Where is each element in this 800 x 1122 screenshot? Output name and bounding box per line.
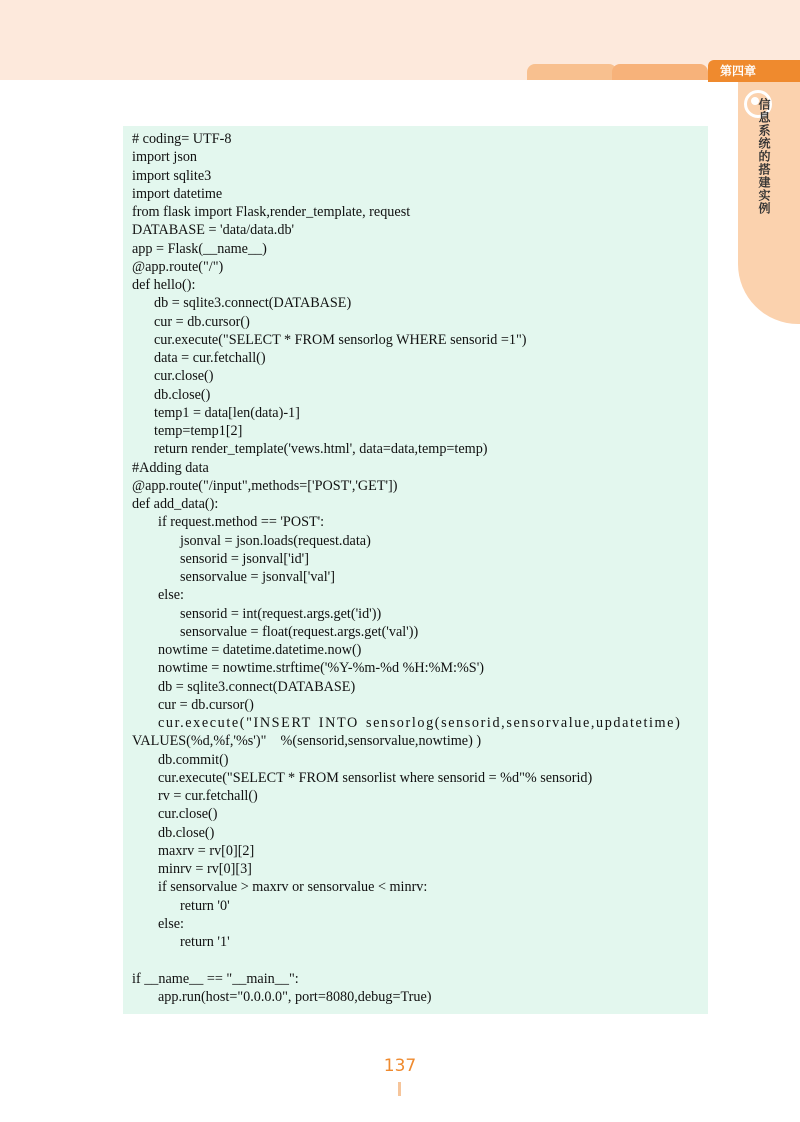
code-line: #Adding data [132,459,209,476]
header-tab-decoration [527,64,617,80]
code-line: jsonval = json.loads(request.data) [180,532,371,549]
code-line: db.close() [158,824,215,841]
code-line: nowtime = datetime.datetime.now() [158,642,362,658]
code-line: if sensorvalue > maxrv or sensorvalue < minrv: [158,879,428,896]
code-line: @app.route("/") [132,258,224,275]
code-line: sensorid = int(request.args.get('id')) [180,605,382,622]
code-line: db.close() [154,386,211,403]
code-line: cur.execute("INSERT INTO sensorlog(sensorid,sensorvalue,updatetime) [158,715,682,731]
page-number-tick [398,1082,401,1096]
code-line: VALUES(%d,%f,'%s')" %(sensorid,sensorvalue,nowtime) ) [132,733,482,750]
code-line: else: [158,915,184,932]
code-line: temp1 = data[len(data)-1] [154,404,300,421]
code-line: rv = cur.fetchall() [158,788,258,804]
code-line: return render_template('vews.html', data=data,temp=temp) [154,441,488,458]
code-line: sensorid = jsonval['id'] [180,550,309,567]
header-tab-decoration [612,64,708,80]
side-chapter-title: 信息系统的搭建实例 [757,98,771,215]
code-line: return '0' [180,897,230,914]
code-line: sensorvalue = float(request.args.get('val')) [180,623,419,640]
code-line: cur = db.cursor() [158,696,254,713]
code-line [132,951,700,969]
code-line: import sqlite3 [132,167,212,184]
code-line: else: [158,587,184,604]
code-line: @app.route("/input",methods=['POST','GET']) [132,477,398,494]
code-line: data = cur.fetchall() [154,350,266,366]
code-line: import json [132,149,198,166]
code-line: db.commit() [158,751,229,768]
code-line: app.run(host="0.0.0.0", port=8080,debug=True) [158,988,432,1005]
code-line: def add_data(): [132,496,219,512]
code-line: return '1' [180,934,230,950]
code-line: temp=temp1[2] [154,423,243,439]
code-line: cur = db.cursor() [154,313,250,330]
code-line: # coding= UTF-8 [132,131,232,147]
code-line: cur.execute("SELECT * FROM sensorlist where sensorid = %d"% sensorid) [158,769,593,786]
code-line: DATABASE = 'data/data.db' [132,222,295,239]
code-line: cur.execute("SELECT * FROM sensorlog WHERE sensorid =1") [154,331,527,348]
code-line: cur.close() [158,806,218,823]
code-line: from flask import Flask,render_template, request [132,204,411,220]
chapter-label: 第四章 [708,60,800,82]
code-line: if request.method == 'POST': [158,514,325,531]
code-line: nowtime = nowtime.strftime('%Y-%m-%d %H:%M:%S') [158,660,484,677]
code-line: db = sqlite3.connect(DATABASE) [154,295,352,312]
code-listing [123,126,708,1014]
page-number: 137 [383,1056,417,1076]
code-line: app = Flask(__name__) [132,240,267,257]
code-line: minrv = rv[0][3] [158,861,252,877]
code-line: if __name__ == "__main__": [132,970,299,987]
code-line: maxrv = rv[0][2] [158,842,255,859]
code-line: def hello(): [132,277,196,293]
code-line: import datetime [132,185,223,202]
code-line: cur.close() [154,368,214,385]
code-line: db = sqlite3.connect(DATABASE) [158,678,356,695]
code-line: sensorvalue = jsonval['val'] [180,569,335,585]
